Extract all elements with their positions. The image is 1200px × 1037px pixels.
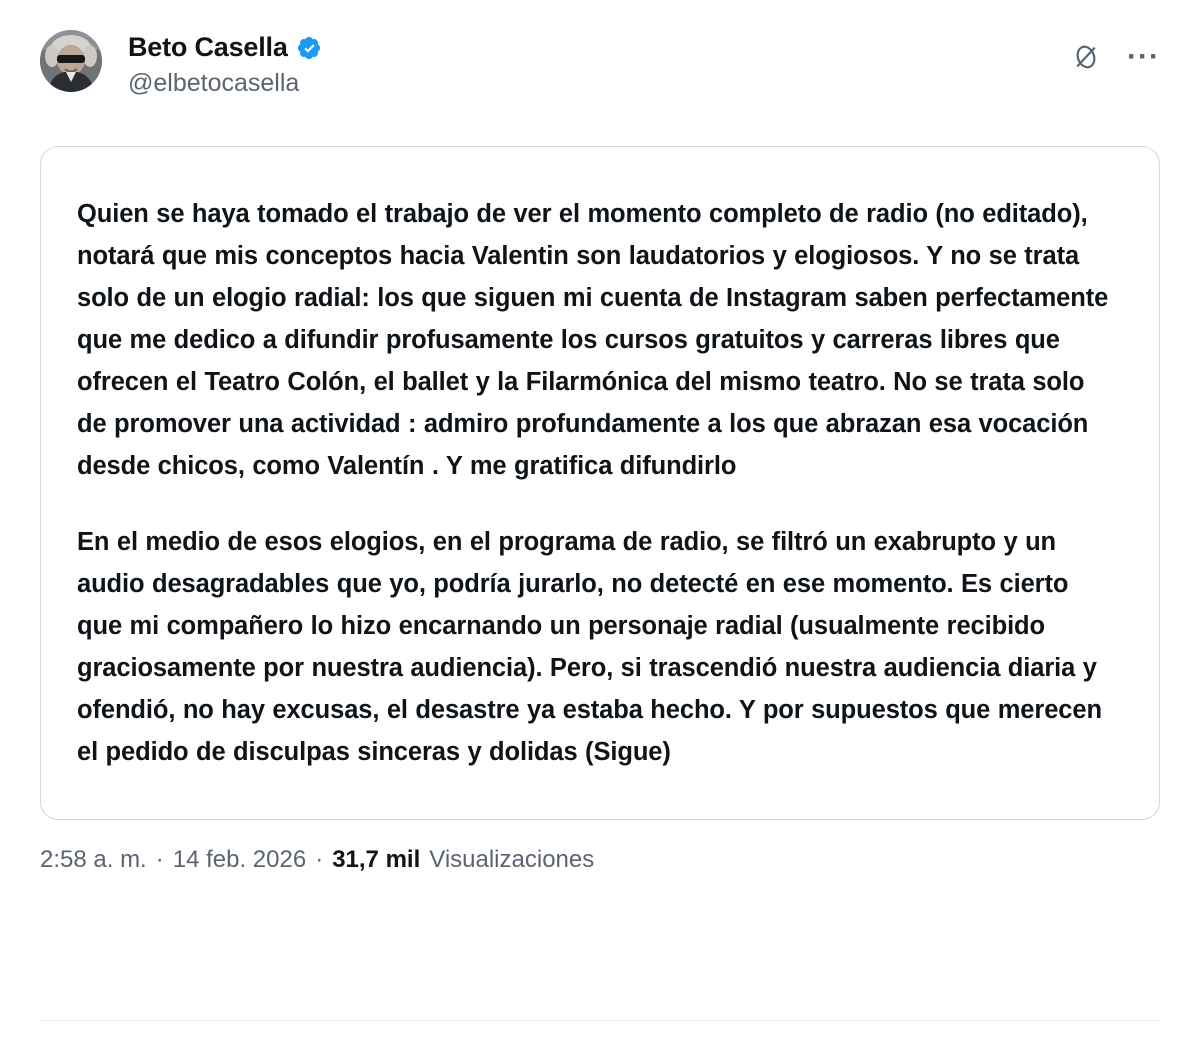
tweet-time: 2:58 a. m. [40, 846, 147, 873]
display-name: Beto Casella [128, 32, 288, 62]
footer-separator-2: · [315, 846, 324, 873]
avatar[interactable] [40, 30, 102, 92]
grok-icon[interactable] [1071, 42, 1101, 72]
author-block [128, 30, 322, 100]
views-label: Visualizaciones [429, 846, 595, 873]
footer-separator-1: · [155, 846, 164, 873]
bottom-divider [40, 1020, 1160, 1021]
tweet-footer [40, 846, 1160, 874]
tweet-text-container [40, 146, 1160, 820]
tweet-header [40, 30, 1160, 126]
more-options-icon[interactable]: ··· [1127, 40, 1160, 73]
avatar-image [40, 30, 102, 92]
tweet-paragraph-1: Quien se haya tomado el trabajo de ver el momento completo de radio (no editado), notará que mis conceptos hacia Valentin son laudatorios y elogiosos. Y no se trata solo de un elogio radial: los que siguen mi cuenta de Instagram saben perfectamente que me dedico a difundir profusamente los cursos gratuitos y carreras libres que ofrecen el Teatro Colón, el ballet y la Filarmónica del mismo teatro. No se trata solo de promover una actividad : admiro profundamente a los que abrazan esa vocación desde chicos, como Valentín . Y me gratifica difundirlo [77, 200, 1109, 480]
tweet-date: 14 feb. 2026 [172, 846, 307, 873]
views-count: 31,7 mil [332, 846, 421, 873]
header-actions [1071, 42, 1160, 72]
display-name-row[interactable] [128, 32, 322, 63]
tweet-paragraph-2: En el medio de esos elogios, en el programa de radio, se filtró un exabrupto y un audio desagradables que yo, podría jurarlo, no detecté en ese momento. Es cierto que mi compañero lo hizo encarnando un personaje radial (usualmente recibido graciosamente por nuestra audiencia). Pero, si trascendió nuestra audiencia diaria y ofendió, no hay excusas, el desastre ya estaba hecho. Y por supuestos que merecen el pedido de disculpas sinceras y dolidas (Sigue) [77, 528, 1102, 766]
author-handle[interactable]: @elbetocasella [128, 69, 300, 98]
verified-badge-icon [296, 35, 322, 61]
